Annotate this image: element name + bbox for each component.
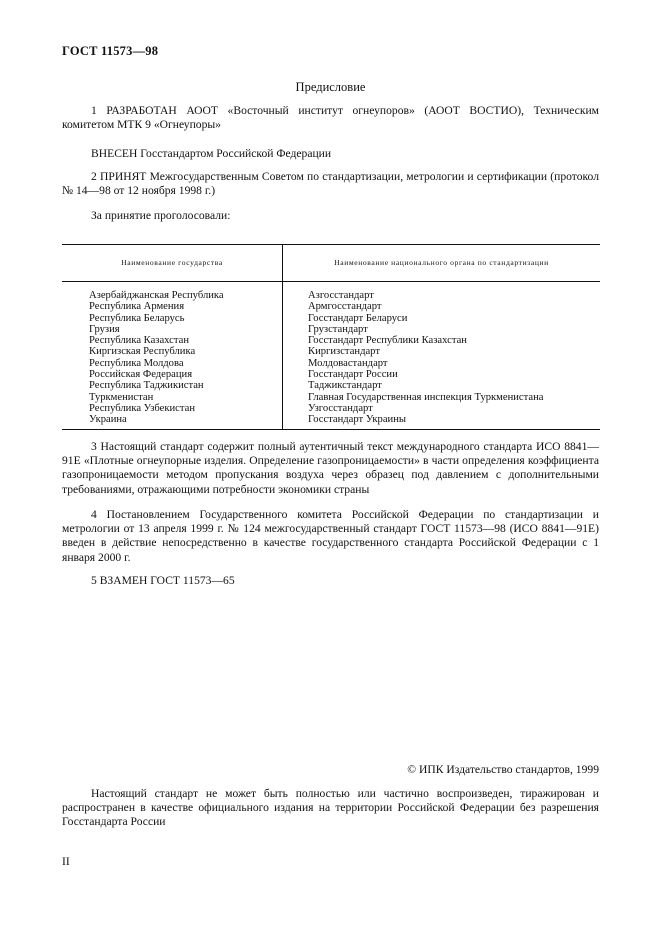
table-cell-state: Республика Казахстан xyxy=(89,335,190,347)
paragraph-developed: 1 РАЗРАБОТАН АООТ «Восточный институт огнеупоров» (АООТ ВОСТИО), Техническим комитетом МТК 9 «Огнеупоры» xyxy=(62,104,599,132)
paragraph-iso-text: 3 Настоящий стандарт содержит полный аутентичный текст международного стандарта ИСО 8841—91Е «Плотные огнеупорные изделия. Определение газопроницаемости» в части определения коэффициента газопроницаемости методом пропускания воздуха через образец под давлением с дополнительными требованиями, отражающими потребности экономики страны xyxy=(62,440,599,496)
state-names-cell xyxy=(62,282,283,430)
table-cell-state: Республика Армения xyxy=(89,301,185,313)
table-body-row xyxy=(62,282,600,430)
reproduction-notice: Настоящий стандарт не может быть полностью или частично воспроизведен, тиражирован и распространен в качестве официального издания на территории Российской Федерации без разрешения Госстандарта России xyxy=(62,787,599,829)
paragraph-replaces: 5 ВЗАМЕН ГОСТ 11573—65 xyxy=(91,574,235,587)
page-number: II xyxy=(62,855,70,868)
table-header-row xyxy=(62,245,600,282)
standard-designation: ГОСТ 11573—98 xyxy=(62,44,159,58)
column-header-state: Наименование государства xyxy=(62,245,283,282)
table-cell-state: Российская Федерация xyxy=(89,369,193,381)
page-title: Предисловие xyxy=(295,80,366,94)
table-cell-state: Туркменистан xyxy=(89,391,154,403)
table-cell-state: Украина xyxy=(89,414,127,426)
table-cell-standards-body: Грузстандарт xyxy=(308,323,368,335)
table-cell-state: Республика Таджикистан xyxy=(89,380,204,392)
table-cell-state: Азербайджанская Республика xyxy=(89,290,224,301)
table-cell-standards-body: Госстандарт Республики Казахстан xyxy=(308,335,467,347)
table-cell-standards-body: Главная Государственная инспекция Туркменистана xyxy=(308,391,544,403)
table-cell-state: Киргизская Республика xyxy=(89,346,196,358)
table-cell-standards-body: Госстандарт Украины xyxy=(308,414,406,426)
paragraph-adopted: 2 ПРИНЯТ Межгосударственным Советом по стандартизации, метрологии и сертификации (протокол № 14—98 от 12 ноября 1998 г.) xyxy=(62,170,599,198)
table-cell-standards-body: Госстандарт России xyxy=(308,369,398,381)
copyright-line: © ИПК Издательство стандартов, 1999 xyxy=(407,763,599,776)
paragraph-voted: За принятие проголосовали: xyxy=(91,209,231,222)
table-cell-state: Грузия xyxy=(89,323,120,335)
table-cell-standards-body: Госстандарт Беларуси xyxy=(308,312,408,324)
table-cell-state: Республика Беларусь xyxy=(89,312,185,324)
table-cell-standards-body: Узгосстандарт xyxy=(308,402,373,414)
table-cell-state: Республика Узбекистан xyxy=(89,402,196,414)
paragraph-introduced: ВНЕСЕН Госстандартом Российской Федерации xyxy=(91,147,332,160)
table-cell-standards-body: Таджикстандарт xyxy=(308,380,382,392)
column-header-standards-body: Наименование национального органа по стандартизации xyxy=(283,245,601,282)
table-cell-standards-body: Киргизстандарт xyxy=(308,346,380,358)
paragraph-enactment: 4 Постановлением Государственного комитета Российской Федерации по стандартизации и метрологии от 13 апреля 1999 г. № 124 межгосударственный стандарт ГОСТ 11573—98 (ИСО 8841—91Е) введен в действие непосредственно в качестве государственного стандарта Российской Федерации с 1 января 2000 г. xyxy=(62,508,599,564)
table-cell-standards-body: Молдовастандарт xyxy=(308,357,388,369)
voting-states-table xyxy=(62,244,600,430)
table-cell-state: Республика Молдова xyxy=(89,357,184,369)
table-cell-standards-body: Армгосстандарт xyxy=(308,301,382,313)
standards-bodies-cell xyxy=(283,282,601,430)
table-cell-standards-body: Азгосстандарт xyxy=(308,290,374,301)
